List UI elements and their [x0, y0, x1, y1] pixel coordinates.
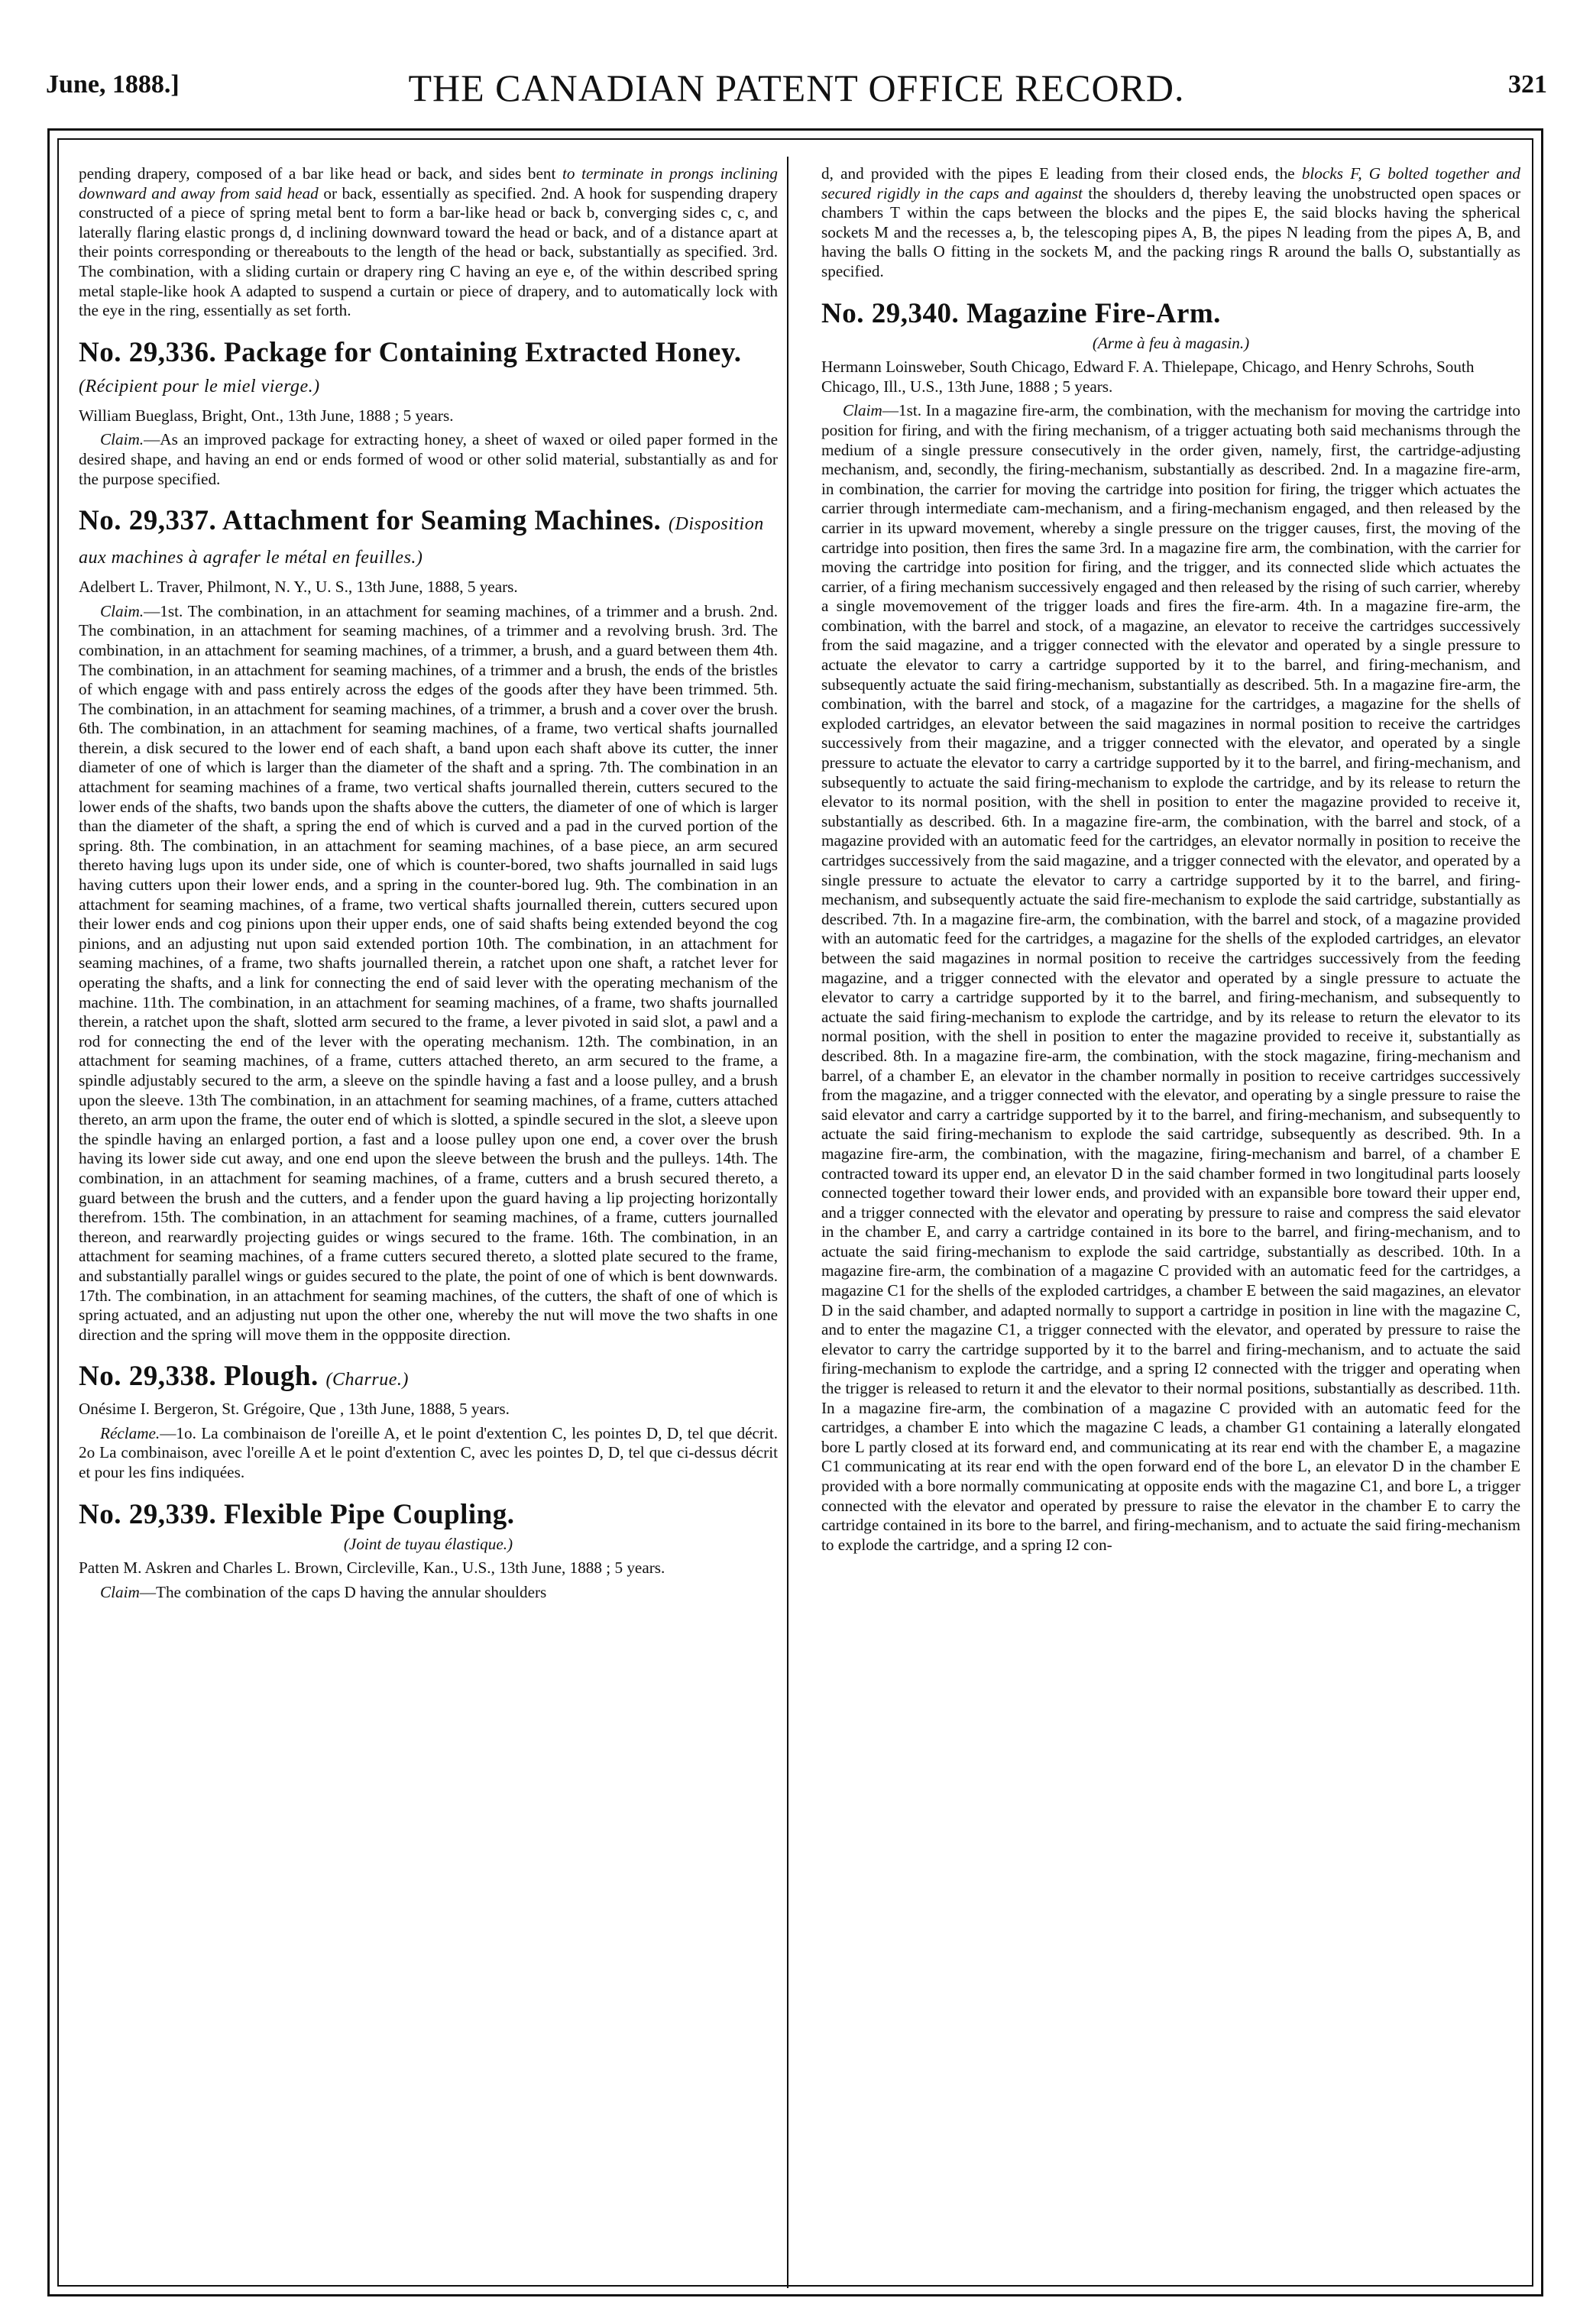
issue-date: June, 1888.] [46, 70, 180, 99]
patent-heading: No. 29,337. Attachment for Seaming Machines. (Disposition aux machines à agrafer le métal en feuilles.) [79, 505, 764, 568]
french-title: (Récipient pour le miel vierge.) [79, 376, 320, 397]
claim-text: Claim—The combination of the caps D having the annular shoulders [100, 1582, 547, 1601]
claim-text: Réclame.—1o. La combinaison de l'oreille A, et le point d'extention C, les pointes D, D, tel que décrit. 2o La combinaison, avec l'oreille A et le point d'extention C, avec les pointes D, D, tel que ci-dessus décrit et pour les fins indiquées. [79, 1423, 778, 1482]
patent-entry [79, 1361, 778, 1482]
left-column [79, 164, 778, 2288]
column-divider [787, 157, 788, 2288]
continuation-text: pending drapery, composed of a bar like head or back, and sides bent to terminate in prongs inclining downward and away from said head or back, essentially as specified. 2nd. A hook for suspending drapery constructed of a piece of spring metal bent to form a bar-like head or back b, converging sides c, c, and laterally flaring elastic prongs d, d inclining downward toward the head or back, and of a distance apart at their points corresponding or thereabouts to the length of the head or back, substantially as specified. 3rd. The combination, with a sliding curtain or drapery ring C having an eye e, of the within described spring metal staple-like hook A adapted to suspend a curtain or piece of drapery, and to automatically lock with the eye in the ring, essentially as set forth. [79, 164, 778, 320]
french-title: (Charrue.) [325, 1370, 409, 1390]
patent-heading: No. 29,336. Package for Containing Extracted Honey. (Récipient pour le miel vierge.) [79, 336, 742, 397]
french-title: (Arme à feu à magasin.) [1092, 333, 1250, 352]
inventor-line: Adelbert L. Traver, Philmont, N. Y., U. S., 13th June, 1888, 5 years. [79, 578, 518, 597]
french-title: (Joint de tuyau élastique.) [343, 1534, 513, 1553]
patent-entry [79, 506, 778, 1345]
inventor-line: Onésime I. Bergeron, St. Grégoire, Que , 13th June, 1888, 5 years. [79, 1400, 510, 1419]
page-header [46, 66, 1547, 116]
patent-heading: No. 29,338. Plough. (Charrue.) [79, 1361, 409, 1393]
patent-entry [79, 338, 778, 489]
page-number: 321 [1508, 70, 1547, 99]
claim-text: Claim—1st. In a magazine fire-arm, the combination, with the mechanism for moving the cartridge into position for firing, and with the firing mechanism, of a trigger actuating both said mechanisms through the medium of a single pressure consecutively in the order given, namely, first, the cartridge-adjusting mechanism, and, secondly, the firing-mechanism, substantially as described. 2nd. In a magazine fire-arm, in combination, the carrier for moving the cartridge into position for firing, the trigger which actuates the carrier through intermediate cam-mechanism, and a firing-mechanism engaged, and then released by the carrier in its upward movement, whereby a single pressure on the trigger causes, first, the moving of the cartridge into position, then fires the same 3rd. In a magazine fire arm, the combination, with the carrier for moving the cartridge into position for firing, and the trigger, and its connected slide which actuates the carrier, of a firing mechanism successively engaged and then released by the rising of such carrier, whereby a single movemovement of the trigger loads and fires the fire-arm. 4th. In a magazine fire-arm, the combination, with the barrel and stock, of a magazine, an elevator to receive the cartridges successively from the said magazine, and a trigger connected with the elevator and operated by a single pressure to actuate the elevator to carry a cartridge supported by it to the barrel, and firing-mechanism, and subsequently actuate the said firing-mechanism, substantially as described. 5th. In a magazine fire-arm, the combination, with the barrel and stock, of a magazine for the cartridges, a magazine for the shells of exploded cartridges, an elevator between the said magazines in normal position to receive the cartridges successively from their magazine, and a trigger connected with the elevator, and operated by a single pressure to actuate the elevator to carry a cartridge supported by it to the barrel, and firing-mechanism, and subsequently to actuate the said firing-mechanism to explode the cartridge, and by its release to return the elevator to its normal position, with the shell in position to enter the magazine provided to receive it, substantially as described. 6th. In a magazine fire-arm, the combination, with the barrel and stock, of a magazine provided with an automatic feed for the cartridges, an elevator normally in position to receive the cartridges successively from the said magazine, and a trigger connected with the elevator, and operated by a single pressure to actuate the elevator to carry a cartridge supported by it to the barrel, and firing-mechanism, and subsequently actuate the said fire-mechanism to explode the said cartridge, substantially as described. 7th. In a magazine fire-arm, the combination, with the barrel and stock, of a magazine provided with an automatic feed for the cartridges, a magazine for the shells of the exploded cartridges, an elevator between the said magazines in normal position to receive the cartridges successively from the feeding magazine, and a trigger connected with the elevator and operated by a single pressure to actuate the elevator to carry a cartridge supported by it to the barrel, and firing-mechanism, and subsequently to actuate the said firing-mechanism to explode the cartridge, and by its release to return the elevator to its normal position, with the shell in position to enter the magazine provided to receive it, substantially as described. 8th. In a magazine fire-arm, the combination, with the stock magazine, firing-mechanism and barrel, of a chamber E, an elevator in the chamber normally in position to receive cartridges successively from the magazine, and a trigger connected with the elevator, and operating by a single pressure to raise the said elevator and carry a cartridge supported by it to the barrel, and firing-mechanism, and subsequently to actuate the said firing-mechanism to explode the said cartridge, subsequently as described. 9th. In a magazine fire-arm, the combination, with the magazine, firing-mechanism and barrel, of a chamber E contracted toward its upper end, an elevator D in the said chamber formed in two longitudinal parts loosely connected together toward their lower ends, and provided with an expansible bore toward their upper end, and a trigger connected with the elevator and operating by pressure to raise and compress the said elevator in the chamber E, and carry a cartridge contained in its bore to the barrel, and firing-mechanism, and to actuate the said firing-mechanism to explode the said cartridge, substantially as described. 10th. In a magazine fire-arm, the combination of a magazine C provided with an automatic feed for the cartridges, a magazine C1 for the shells of the exploded cartridges, a chamber E between the said magazines, an elevator D in the said chamber, and adapted normally to support a cartridge in position in line with the magazine C, and to enter the magazine C1, a trigger connected with the elevator, and operated by pressure to raise the elevator to carry the cartridge supported by it to the barrel and firing-mechanism, and to actuate the said firing-mechanism to explode the cartridge, and a spring I2 connected with the trigger and operating when the trigger is released to return it and the elevator to their normal positions, substantially as described. 11th. In a magazine fire-arm, the combination of a magazine C provided with an automatic feed for the cartridges, a chamber E into which the magazine C leads, a chamber G1 containing a laterally elongated bore L partly closed at its forward end, and communicating at its rear end with the chamber E, a magazine C1 communicating at its rear end with the open forward end of the bore L, an elevator D in the chamber E provided with a bore normally communicating at opposite ends with the magazine C1, and bore L, a trigger connected with the elevator and operated by pressure to raise the elevator in the chamber E to carry the cartridge contained in its bore to the barrel, and firing-mechanism, and to actuate the said firing-mechanism to explode the cartridge, and a spring I2 con- [821, 401, 1520, 1554]
continuation-text: d, and provided with the pipes E leading from their closed ends, the blocks F, G bolted together and secured rigidly in the caps and against the shoulders d, thereby leaving the unobstructed open spaces or chambers T within the caps between the blocks and the pipes E, the said blocks having the spherical sockets M and the recesses a, b, the telescoping pipes A, B, the pipes N leading from the pipes A, B, and having the balls O fitting in the sockets M, and the packing rings R around the balls O, substantially as specified. [821, 164, 1520, 280]
patent-entry [821, 299, 1520, 1555]
claim-text: Claim.—1st. The combination, in an attachment for seaming machines, of a trimmer and a brush. 2nd. The combination, in an attachment for seaming machines, of a trimmer and a revolving brush. 3rd. The combination, in an attachment for seaming machines, of a trimmer, a brush, and a guard between them 4th. The combination, in an attachment for seaming machines, of a trimmer and a brush, the ends of the bristles of which engage with and pass entirely across the edges of the goods after they have been trimmed. 5th. The combination, in an attachment for seaming machines, of a trimmer, a brush and a cover over the brush. 6th. The combination, in an attachment for seaming machines, of a frame, two vertical shafts journalled therein, a disk secured to the lower end of each shaft, a band upon each shaft above its cutter, the inner diameter of one of which is larger than the diameter of the shaft and a spring. 7th. The combination in an attachment for seaming machines of a frame, two vertical shafts journalled therein, cutters secured to the lower ends of the shafts, two bands upon the shafts above the cutters, the diameter of one of which is larger than the diameter of the shaft, a spring the end of which is curved and a pad in the curved portion of the spring. 8th. The combination, in an attachment for seaming machines, of a base piece, an arm secured thereto having lugs upon its under side, one of which is counter-bored, two shafts journalled in said lugs having cutters upon their lower ends, and a spring in the counter-bored lug. 9th. The combination in an attachment for seaming machines, of a frame, two vertical shafts journalled therein, cutters secured upon their lower ends and cog pinions upon their upper ends, one of said shafts being extended beyond the cog pinions, and an adjusting nut upon said extended portion 10th. The combination, in an attachment for seaming machines, of a frame, two shafts journalled therein, a ratchet upon one shaft, a ratchet lever for operating the shafts, and a link for connecting the end of said lever with the operating mechanism of the machine. 11th. The combination, in an attachment for seaming machines, of a frame, two shafts journalled therein, a ratchet upon the shaft, slotted arm secured to the frame, a lever pivoted in said slot, a pawl and a rod for connecting the end of the lever with the operating mechanism. 12th. The combination, in an attachment for seaming machines, of a frame, cutters attached thereto, an arm secured to the frame, a spindle adjustably secured to the arm, a sleeve on the spindle having a fast and a loose pulley, and a brush upon the sleeve. 13th The combination, in an attachment for seaming machines, of a frame, cutters attached thereto, an arm upon the frame, the outer end of which is slotted, a spindle secured in the slot, a sleeve upon the spindle having an enlarged portion, a fast and a loose pulley upon one end, a cover over the brush having its lower side cut away, and one end upon the sleeve between the brush and the pulleys. 14th. The combination, in an attachment for seaming machines, of a frame, cutters and a brush secured thereto, a guard between the brush and the cutters, and a fender upon the guard having a lip projecting horizontally therefrom. 15th. The combination, in an attachment for seaming machines, of a frame, cutters journalled thereon, and rearwardly projecting guides or wings secured to the frame. 16th. The combination, in an attachment for seaming machines, of a frame cutters secured thereto, a slotted plate secured to the frame, and substantially parallel wings or guides secured to the plate, the point of one of which is bent downwards. 17th. The combination, in an attachment for seaming machines, of the cutters, the shaft of one of which is spring actuated, and an adjusting nut upon the other one, whereby the nut will move the two shafts in one direction and the spring will move them in the oppposite direction. [79, 601, 778, 1344]
patent-heading: No. 29,339. Flexible Pipe Coupling. [79, 1498, 515, 1530]
patent-heading: No. 29,340. Magazine Fire-Arm. [821, 297, 1221, 329]
publication-title: THE CANADIAN PATENT OFFICE RECORD. [408, 66, 1185, 109]
right-column [821, 164, 1520, 2288]
patent-entry [79, 1500, 778, 1603]
inventor-line: William Bueglass, Bright, Ont., 13th June, 1888 ; 5 years. [79, 406, 454, 425]
claim-text: Claim.—As an improved package for extracting honey, a sheet of waxed or oiled paper formed in the desired shape, and having an end or ends formed of wood or other solid material, substantially as and for the purpose specified. [79, 430, 778, 488]
french-title: (Disposition aux machines à agrafer le métal en feuilles.) [79, 514, 764, 568]
inventor-line: Hermann Loinsweber, South Chicago, Edward F. A. Thielepape, Chicago, and Henry Schrohs, South Chicago, Ill., U.S., 13th June, 1888 ; 5 years. [821, 358, 1475, 396]
inventor-line: Patten M. Askren and Charles L. Brown, Circleville, Kan., U.S., 13th June, 1888 ; 5 years. [79, 1559, 665, 1578]
